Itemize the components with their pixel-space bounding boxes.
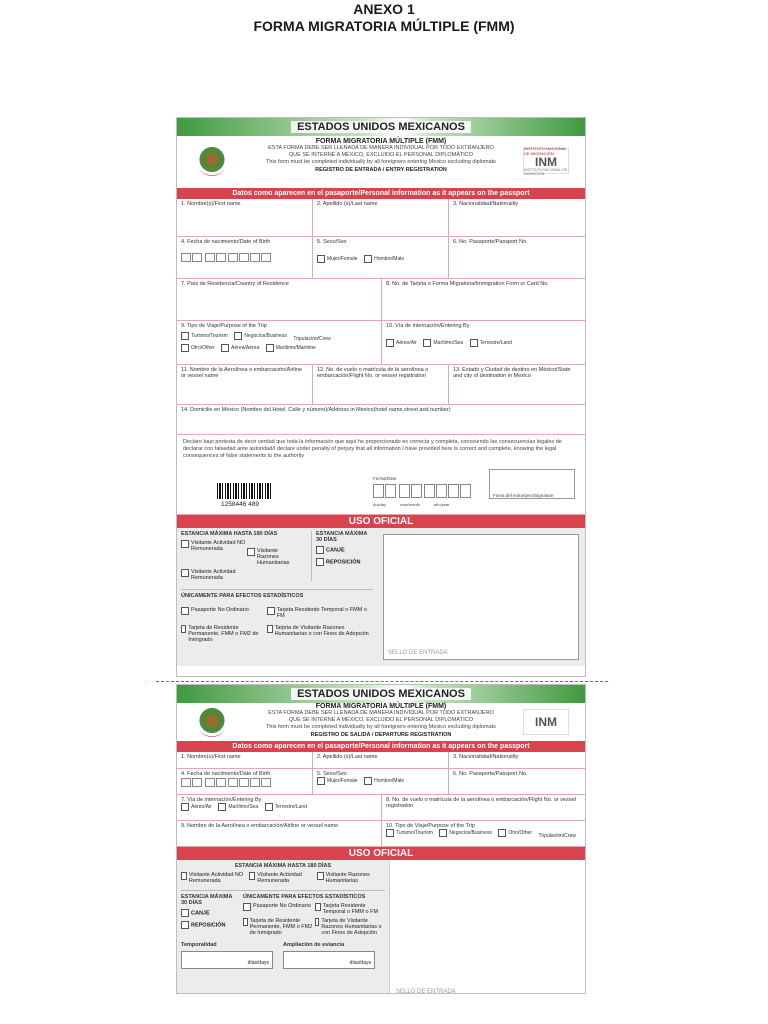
airline-name-label: 11. Nombre de la Aerolínea o embarcación/Airline or vessel name	[181, 367, 302, 379]
mexico-seal-icon	[197, 146, 227, 176]
stay-30-title-2: ESTANCIA MÁXIMA 30 DÍAS	[181, 894, 233, 906]
visitor-humanitarian-label: Visitante Razones Humanitarias	[257, 548, 290, 566]
humanitarian-card-checkbox[interactable]	[267, 625, 273, 633]
form-header-2	[177, 703, 585, 741]
passport-number-field-2[interactable]	[449, 769, 585, 794]
signature-field[interactable]	[489, 469, 575, 499]
airline-name-field-2[interactable]	[177, 821, 382, 846]
entry-stamp-box	[383, 534, 579, 660]
male-label: Hombre/Male	[374, 256, 405, 262]
form-name-2: FORMA MIGRATORIA MÚLTIPLE (FMM)	[315, 703, 447, 710]
airline-name-field[interactable]	[177, 365, 313, 404]
logo-top-text: INSTITUTO NACIONAL DE MIGRACIÓN	[524, 146, 567, 156]
instruction-es-1-2: ESTA FORMA DEBE SER LLENADA DE MANERA INDIVIDUAL POR TODO EXTRANJERO	[268, 710, 494, 716]
extension-label: Ampliación de estancia	[283, 942, 345, 948]
country-name-2: ESTADOS UNIDOS MEXICANOS	[291, 688, 471, 700]
cut-line	[156, 681, 608, 682]
reposicion-label-2: REPOSICIÓN	[191, 922, 226, 929]
registration-type-2: REGISTRO DE SALIDA / DEPARTURE REGISTRATION	[310, 732, 452, 738]
nationality-label: 3. Nacionalidad/Nationality	[453, 201, 519, 207]
canje-label: CANJE	[326, 547, 345, 554]
signature-date	[373, 475, 472, 508]
inm-logo	[523, 148, 569, 174]
first-name-field[interactable]	[177, 199, 313, 236]
crew-label: Tripulación/Crew	[293, 336, 331, 342]
signature-label: Firma del extranjero/Signature	[493, 493, 554, 498]
last-name-label-2: 2. Apellido (s)/Last name	[317, 754, 378, 760]
last-name-field-2[interactable]	[313, 752, 449, 768]
declaration-text: Declaro bajo protesta de decir verdad que toda la información que aquí he proporcionado es correcta y completa, conociendo las consecuencias legales de declarar con falsedad ante autoridad/I declare under penalty of perjury that all information I have provided here is correct and complete, knowing the legal consequences of false statements to the authority	[183, 439, 562, 459]
official-use-bar-2: USO OFICIAL	[177, 847, 585, 860]
row-flight	[177, 365, 585, 405]
humanitarian-card-label-2: Tarjeta de Visitante Razones Humanitarias o con Fines de Adopción	[321, 918, 382, 936]
reposicion-label: REPOSICIÓN	[326, 559, 361, 566]
temporality-days-label: días/days	[247, 960, 269, 966]
humanitarian-card-label: Tarjeta de Visitante Razones Humanitarias o con Fines de Adopción	[274, 625, 369, 637]
crew-air-checkbox[interactable]	[221, 344, 229, 352]
business-checkbox[interactable]	[234, 332, 242, 340]
immigration-form-field[interactable]	[382, 279, 585, 320]
entry-land-checkbox-2[interactable]	[265, 803, 273, 811]
barcode-icon	[217, 483, 273, 499]
temporary-resident-label-2: Tarjeta Residente Temporal o FMM o FM	[322, 903, 379, 915]
tourism-label: Turismo/Tourism	[191, 333, 228, 339]
trip-purpose-label: 9. Tipo de Viaje/Purpose of the Trip	[181, 323, 267, 329]
extension-days-label: días/days	[349, 960, 371, 966]
stay-30-title: ESTANCIA MÁXIMA 30 DÍAS	[316, 531, 368, 543]
flight-number-field[interactable]	[313, 365, 449, 404]
country-name: ESTADOS UNIDOS MEXICANOS	[291, 121, 471, 133]
trip-purpose-field	[177, 321, 382, 364]
visitor-nonpaid-label: Visitante Actividad NO Remunerada	[191, 540, 246, 552]
form-instructions	[237, 138, 525, 173]
last-name-field[interactable]	[313, 199, 449, 236]
birth-date-label-2: 4. Fecha de nacimiento/Date of Birth	[181, 771, 271, 777]
nationality-field-2[interactable]	[449, 752, 585, 768]
trip-purpose-label-2: 10. Tipo de Viaje/Purpose of the Trip	[386, 823, 475, 829]
male-checkbox[interactable]	[364, 255, 372, 263]
nationality-field[interactable]	[449, 199, 585, 236]
other-label-2: Otro/Other	[508, 830, 532, 836]
residence-country-label: 7. País de Residencia/Country of Residence	[181, 281, 289, 287]
business-label-2: Negocios/Business	[449, 830, 492, 836]
logo-bottom-text: INSTITUTO NACIONAL DE MIGRACIÓN	[524, 168, 567, 176]
reposicion-checkbox[interactable]	[316, 558, 324, 566]
registration-type: REGISTRO DE ENTRADA / ENTRY REGISTRATION	[315, 167, 447, 173]
row-names-2	[177, 752, 585, 769]
permanent-resident-label: Tarjeta de Residente Permanente, FMM o FM2 de Inmigrado	[188, 625, 259, 643]
day-label: día/day	[373, 502, 387, 507]
official-use-bar: USO OFICIAL	[177, 515, 585, 528]
male-checkbox-2[interactable]	[364, 777, 372, 785]
other-checkbox-2[interactable]	[498, 829, 506, 837]
flight-number-label: 12. No. de vuelo o matrícula de la aerolínea o embarcación/Flight No. or vessel registration	[317, 367, 429, 379]
entry-air-checkbox-2[interactable]	[181, 803, 189, 811]
month-label: mes/month	[400, 502, 420, 507]
birth-date-field[interactable]	[177, 237, 313, 278]
crew-air-label: Aérea/Aérea	[231, 345, 260, 351]
row-trip	[177, 321, 585, 365]
visitor-paid-checkbox[interactable]	[181, 569, 189, 577]
airline-name-label-2: 9. Nombre de la Aerolínea o embarcación/Airline or vessel name	[181, 823, 339, 829]
residence-country-field[interactable]	[177, 279, 382, 320]
non-ordinary-passport-label-2: Pasaporte No Ordinario	[253, 903, 311, 909]
entry-stamp-label: SELLO DE ENTRADA	[388, 650, 448, 656]
visitor-nonpaid-checkbox-2[interactable]	[181, 872, 187, 880]
row-birth-2	[177, 769, 585, 795]
official-use-section	[177, 528, 585, 666]
destination-field[interactable]	[449, 365, 585, 404]
visitor-paid-label-2: Visitante Actividad Remunerada	[257, 872, 302, 884]
crew-maritime-label: Marítimo/Maritime	[275, 345, 316, 351]
entry-air-label: Aéreo/Air	[396, 340, 417, 346]
instruction-es-2: QUE SE INTERNE A MÉXICO, EXCLUIDO EL PERSONAL DIPLOMÁTICO	[288, 152, 474, 158]
canje-checkbox-2[interactable]	[181, 909, 189, 917]
first-name-label-2: 1. Nombre(s)/First name	[181, 754, 241, 760]
tourism-label-2: Turismo/Tourism	[396, 830, 433, 836]
instruction-en: This form must be completed individually by all foreigners entering Mexico excluding diplomats	[266, 159, 496, 165]
entry-sea-label: Marítimo/Sea	[433, 340, 464, 346]
form-header-bar	[177, 118, 585, 136]
logo-text-2: INM	[535, 715, 557, 729]
visitor-humanitarian-checkbox[interactable]	[247, 548, 255, 556]
immigration-form-label: 8. No. de Tarjeta o Forma Migratoria/Immigration Form or Card No.	[386, 281, 549, 287]
first-name-field-2[interactable]	[177, 752, 313, 768]
sex-field	[313, 237, 449, 278]
female-checkbox-2[interactable]	[317, 777, 325, 785]
visitor-paid-label: Visitante Actividad Remunerada	[191, 569, 236, 581]
entry-land-checkbox[interactable]	[470, 339, 478, 347]
female-label-2: Mujer/Female	[327, 778, 358, 784]
passport-number-label: 6. No. Pasaporte/Passport No.	[453, 239, 528, 245]
temporary-resident-checkbox[interactable]	[267, 607, 275, 615]
logo-text: INM	[535, 155, 557, 169]
barcode-number: 1258446 489	[221, 501, 259, 508]
stay-180-title: ESTANCIA MÁXIMA HASTA 180 DÍAS	[181, 531, 278, 537]
visitor-nonpaid-label-2: Visitante Actividad NO Remunerada	[188, 872, 244, 884]
other-checkbox[interactable]	[181, 344, 189, 352]
visitor-humanitarian-label-2: Visitante Razones Humanitarias	[325, 872, 370, 884]
entering-by-field	[382, 321, 585, 364]
birth-date-field-2[interactable]	[177, 769, 313, 794]
entering-by-field-2	[177, 795, 382, 820]
entry-land-label: Terrestre/Land	[479, 340, 512, 346]
inm-logo-2	[523, 709, 569, 735]
reposicion-checkbox-2[interactable]	[181, 921, 189, 929]
entering-by-label: 10. Vía de internación/Entering By	[386, 323, 470, 329]
entry-stamp-label-2: SELLO DE ENTRADA	[396, 989, 456, 994]
entry-air-checkbox[interactable]	[386, 339, 394, 347]
entry-sea-checkbox-2[interactable]	[218, 803, 226, 811]
passport-number-label-2: 6. No. Pasaporte/Passport No.	[453, 771, 528, 777]
humanitarian-card-checkbox-2[interactable]	[315, 918, 319, 926]
stay-180-title-2: ESTANCIA MÁXIMA HASTA 180 DÍAS	[234, 863, 332, 869]
row-entering-2	[177, 795, 585, 821]
fmm-departure-form	[176, 684, 586, 994]
entry-air-label-2: Aéreo/Air	[191, 804, 212, 810]
instruction-en-2: This form must be completed individually by all foreigners entering Mexico excluding diplomats	[266, 724, 496, 730]
business-label: Negocios/Business	[244, 333, 287, 339]
entry-sea-checkbox[interactable]	[423, 339, 431, 347]
female-label: Mujer/Female	[327, 256, 358, 262]
row-residence	[177, 279, 585, 321]
permanent-resident-label-2: Tarjeta de Residente Permanente, FMM o FM2 de Inmigrado	[249, 918, 313, 936]
declaration-section	[177, 435, 585, 515]
male-label-2: Hombre/Male	[374, 778, 405, 784]
non-ordinary-passport-checkbox[interactable]	[181, 607, 189, 615]
canje-label-2: CANJE	[191, 910, 210, 917]
row-names	[177, 199, 585, 237]
annex-title: ANEXO 1	[353, 1, 415, 17]
birth-date-boxes	[181, 253, 308, 264]
mexico-address-field[interactable]	[177, 405, 585, 434]
form-header-bar-2	[177, 685, 585, 703]
passport-section-bar-2: Datos como aparecen en el pasaporte/Personal information as it appears on the passport	[177, 741, 585, 752]
visitor-paid-checkbox-2[interactable]	[249, 872, 255, 880]
permanent-resident-checkbox-2[interactable]	[243, 918, 248, 926]
entry-land-label-2: Terrestre/Land	[274, 804, 307, 810]
row-birth	[177, 237, 585, 279]
sex-field-2	[313, 769, 449, 794]
non-ordinary-passport-label: Pasaporte No Ordinario	[191, 607, 249, 613]
canje-checkbox[interactable]	[316, 546, 324, 554]
entry-stamp-box-2	[392, 860, 585, 994]
first-name-label: 1. Nombre(s)/First name	[181, 201, 241, 207]
temporary-resident-checkbox-2[interactable]	[315, 903, 321, 911]
form-name: FORMA MIGRATORIA MÚLTIPLE (FMM)	[315, 138, 447, 145]
other-label: Otro/Other	[191, 345, 215, 351]
statistics-title-2: ÚNICAMENTE PARA EFECTOS ESTADÍSTICOS	[243, 894, 366, 900]
crew-maritime-checkbox[interactable]	[266, 344, 274, 352]
business-checkbox-2[interactable]	[439, 829, 447, 837]
mexico-address-label: 14. Domicilio en México (Nombre del Hotel, Calle y número)/Address in Mexico(hotel name,street and number)	[181, 407, 451, 413]
destination-label: 13. Estado y Ciudad de destino en México/State and city of destination in Mexico	[453, 367, 571, 379]
tourism-checkbox-2[interactable]	[386, 829, 394, 837]
tourism-checkbox[interactable]	[181, 332, 189, 340]
document-title: FORMA MIGRATORIA MÚLTIPLE (FMM)	[253, 18, 515, 34]
official-use-section-2	[177, 860, 585, 994]
visitor-humanitarian-checkbox-2[interactable]	[317, 872, 324, 880]
temporality-label: Temporalidad	[181, 942, 217, 948]
statistics-title: ÚNICAMENTE PARA EFECTOS ESTADÍSTICOS	[181, 593, 304, 599]
official-options-2	[177, 860, 389, 994]
visitor-nonpaid-checkbox[interactable]	[181, 540, 189, 548]
permanent-resident-checkbox[interactable]	[181, 625, 186, 633]
entry-sea-label-2: Marítimo/Sea	[228, 804, 259, 810]
passport-section-bar: Datos como aparecen en el pasaporte/Personal information as it appears on the passport	[177, 188, 585, 199]
form-header	[177, 136, 585, 188]
flight-number-label-2: 8. No. de vuelo o matrícula de la aerolínea o embarcación/Flight No. or vessel registration	[386, 797, 576, 809]
fmm-entry-form	[176, 117, 586, 677]
temporary-resident-label: Tarjeta Residente Temporal o FMM o FM	[276, 607, 367, 619]
flight-number-field-2[interactable]	[382, 795, 585, 820]
mexico-seal-icon-2	[197, 707, 227, 737]
year-label: año/year	[433, 502, 450, 507]
nationality-label-2: 3. Nacionalidad/Nationality	[453, 754, 519, 760]
temporality-field[interactable]	[181, 951, 273, 969]
form-instructions-2	[237, 703, 525, 738]
instruction-es-2-2: QUE SE INTERNE A MÉXICO, EXCLUIDO EL PERSONAL DIPLOMÁTICO	[288, 717, 474, 723]
entering-by-label-2: 7. Vía de internación/Entering By	[181, 797, 262, 803]
sex-label-2: 5. Sexo/Sex	[317, 771, 347, 777]
sex-label: 5. Sexo/Sex	[317, 239, 347, 245]
official-options	[177, 528, 377, 666]
trip-purpose-field-2	[382, 821, 585, 846]
row-airline-2	[177, 821, 585, 847]
birth-date-label: 4. Fecha de nacimiento/Date of Birth	[181, 239, 271, 245]
female-checkbox[interactable]	[317, 255, 325, 263]
date-label: Fecha/Date	[373, 476, 397, 481]
extension-field[interactable]	[283, 951, 375, 969]
crew-label-2: Tripulación/Crew	[538, 833, 576, 839]
last-name-label: 2. Apellido (s)/Last name	[317, 201, 378, 207]
instruction-es-1: ESTA FORMA DEBE SER LLENADA DE MANERA INDIVIDUAL POR TODO EXTRANJERO	[268, 145, 494, 151]
row-address	[177, 405, 585, 435]
non-ordinary-passport-checkbox-2[interactable]	[243, 903, 251, 911]
passport-number-field[interactable]	[449, 237, 585, 278]
